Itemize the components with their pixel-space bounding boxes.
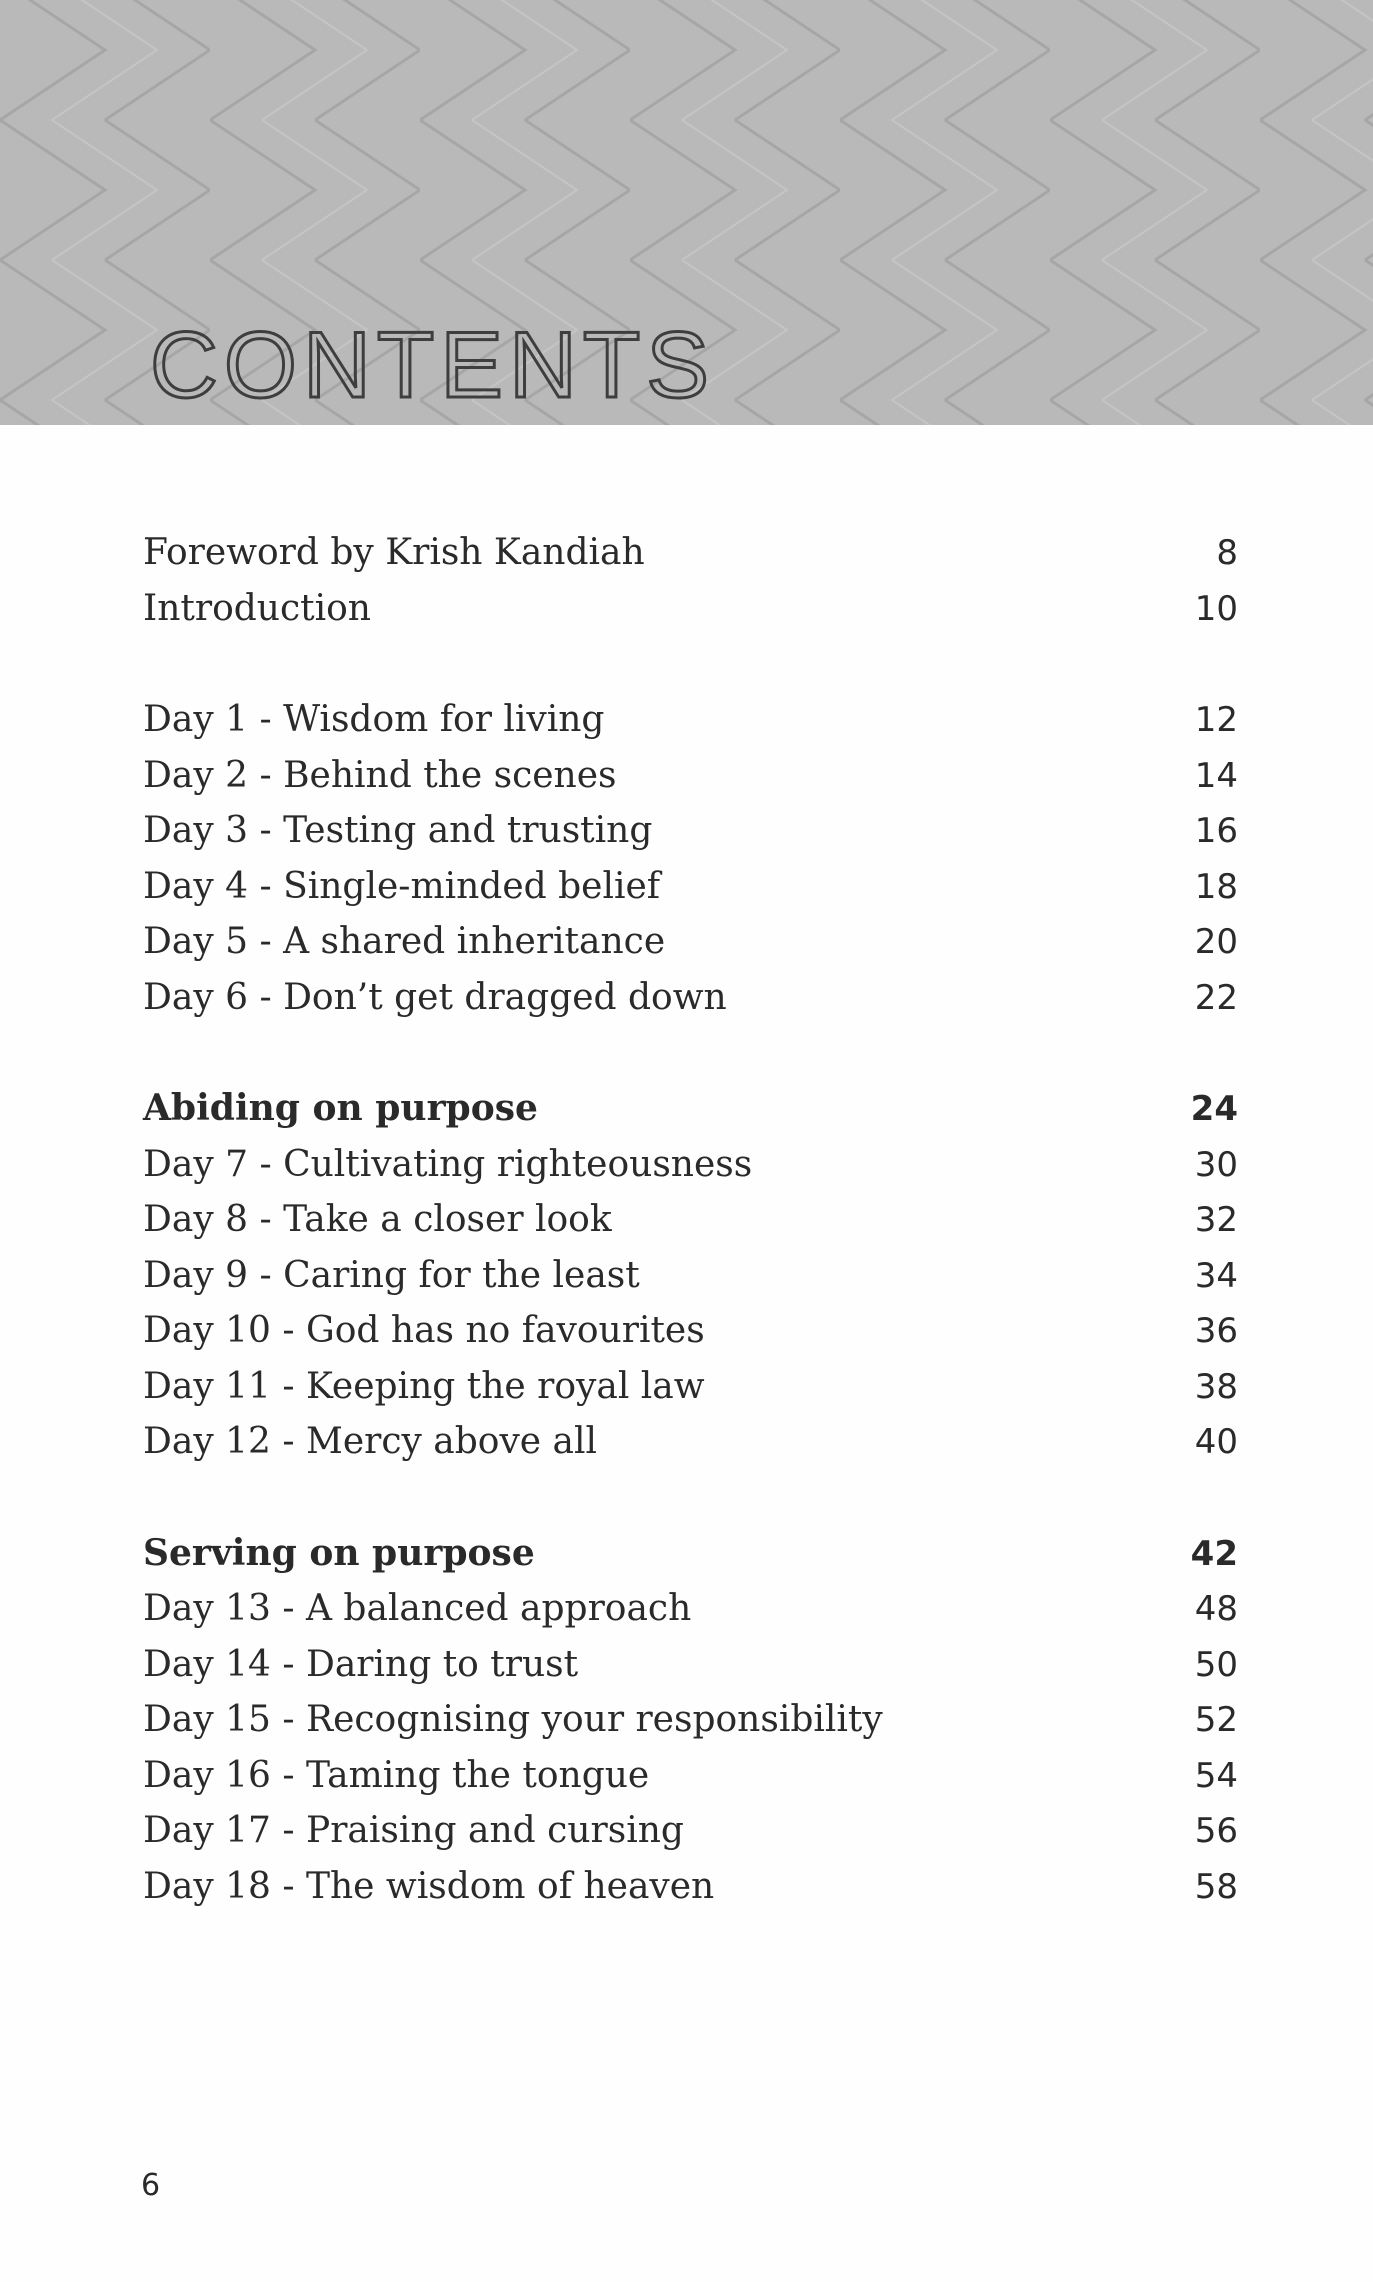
toc-group-serving-on-purpose (143, 1526, 1238, 1915)
toc-entry-title: Day 6 - Don’t get dragged down (143, 976, 727, 1018)
toc-entry-page: 16 (1194, 811, 1238, 851)
toc-entry (143, 970, 1238, 1026)
toc-group-abiding-on-purpose (143, 1081, 1238, 1470)
toc-entry (143, 859, 1238, 915)
toc-entry (143, 748, 1238, 804)
toc-entry-page: 10 (1194, 588, 1238, 629)
toc-entry-title: Day 17 - Praising and cursing (143, 1810, 684, 1851)
toc-entry-title: Day 10 - God has no favourites (143, 1310, 705, 1351)
toc-entry-page: 38 (1194, 1366, 1238, 1407)
toc-entry-page: 54 (1194, 1755, 1238, 1796)
toc-entry (143, 1637, 1238, 1693)
toc-entry (143, 525, 1238, 581)
toc-entry-page: 32 (1194, 1200, 1238, 1240)
toc-entry (143, 1581, 1238, 1637)
header-band (0, 0, 1373, 425)
toc-entry-page: 40 (1194, 1422, 1238, 1462)
toc-entry-page: 22 (1194, 977, 1238, 1018)
toc-entry (143, 803, 1238, 859)
toc-entry-title: Day 12 - Mercy above all (143, 1421, 598, 1462)
toc-entry-title: Day 8 - Take a closer look (143, 1199, 612, 1240)
toc-entry (143, 692, 1238, 748)
toc-entry-page: 48 (1194, 1589, 1238, 1629)
page-number: 6 (141, 2168, 161, 2203)
toc-entry-page: 36 (1194, 1311, 1238, 1351)
toc-entry (143, 581, 1238, 637)
toc-entry-title: Day 15 - Recognising your responsibility (143, 1699, 883, 1740)
toc-entry-title: Day 18 - The wisdom of heaven (143, 1865, 715, 1907)
toc-entry (143, 1859, 1238, 1915)
toc-entry-title: Day 5 - A shared inheritance (143, 921, 666, 962)
toc-group-days-1-6 (143, 692, 1238, 1025)
toc-entry-page: 20 (1194, 922, 1238, 962)
toc-entry-title: Day 3 - Testing and trusting (143, 810, 653, 851)
toc-section-page: 24 (1190, 1089, 1238, 1129)
toc-entry-title: Day 2 - Behind the scenes (143, 754, 617, 796)
toc-entry (143, 1248, 1238, 1304)
toc-entry-title: Day 14 - Daring to trust (143, 1643, 579, 1685)
toc-entry-title: Day 1 - Wisdom for living (143, 699, 605, 740)
toc-section-heading (143, 1526, 1238, 1582)
toc-entry (143, 1137, 1238, 1193)
toc-entry-page: 52 (1194, 1700, 1238, 1740)
toc-entry (143, 1748, 1238, 1804)
toc-entry-title: Introduction (143, 587, 371, 629)
toc-section-title: Abiding on purpose (143, 1087, 538, 1129)
toc-entry-page: 34 (1194, 1255, 1238, 1296)
toc-entry (143, 1803, 1238, 1859)
toc-entry-page: 56 (1194, 1811, 1238, 1851)
toc-entry-title: Day 4 - Single-minded belief (143, 865, 661, 907)
toc-entry-page: 14 (1194, 755, 1238, 796)
toc-entry (143, 914, 1238, 970)
toc-entry (143, 1414, 1238, 1470)
toc-entry-title: Foreword by Krish Kandiah (143, 532, 645, 573)
toc-entry-page: 30 (1194, 1144, 1238, 1185)
toc-entry (143, 1359, 1238, 1415)
toc-entry-page: 58 (1194, 1866, 1238, 1907)
toc-section-heading (143, 1081, 1238, 1137)
toc-entry-title: Day 16 - Taming the tongue (143, 1754, 650, 1796)
toc-entry-page: 50 (1194, 1644, 1238, 1685)
toc-group-front-matter (143, 525, 1238, 636)
page-title: CONTENTS (150, 312, 715, 417)
toc-entry-title: Day 13 - A balanced approach (143, 1588, 692, 1629)
toc-entry (143, 1192, 1238, 1248)
toc-entry-page: 8 (1216, 533, 1238, 573)
table-of-contents (143, 525, 1238, 1914)
toc-entry-title: Day 7 - Cultivating righteousness (143, 1143, 753, 1185)
toc-section-page: 42 (1190, 1533, 1238, 1574)
toc-entry (143, 1303, 1238, 1359)
toc-entry-page: 18 (1194, 866, 1238, 907)
toc-section-title: Serving on purpose (143, 1531, 535, 1574)
toc-entry (143, 1692, 1238, 1748)
toc-entry-title: Day 11 - Keeping the royal law (143, 1365, 705, 1407)
toc-entry-page: 12 (1194, 700, 1238, 740)
toc-entry-title: Day 9 - Caring for the least (143, 1254, 640, 1296)
